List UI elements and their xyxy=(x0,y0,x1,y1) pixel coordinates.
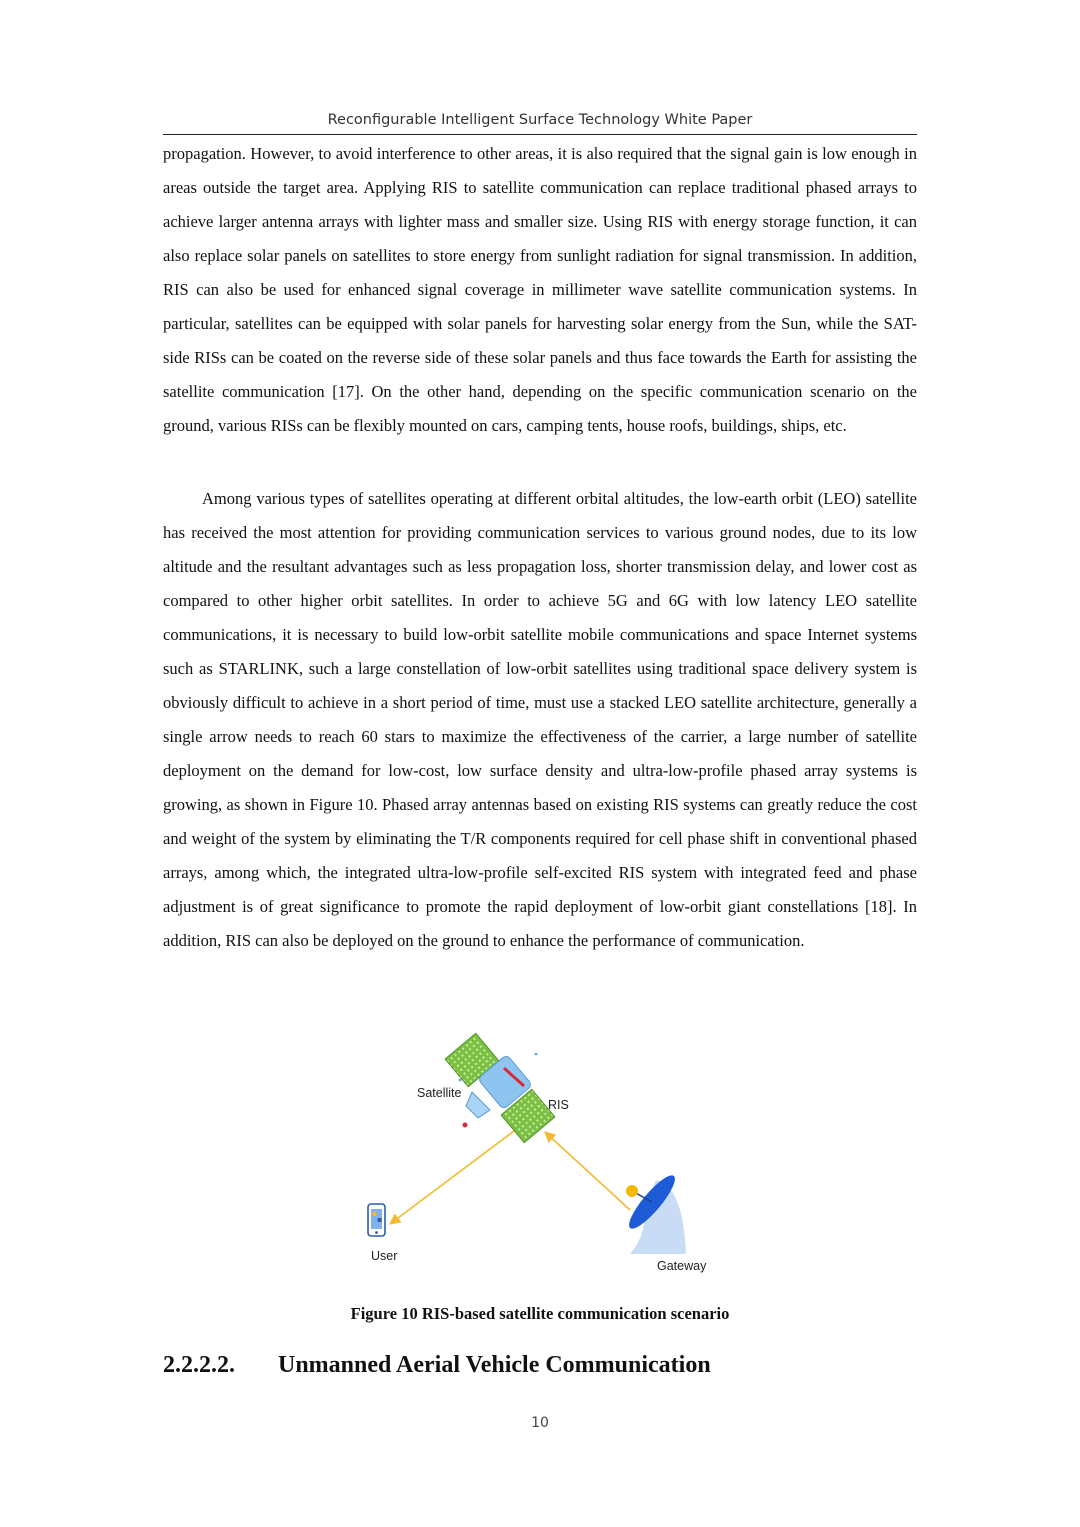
smartphone-icon xyxy=(368,1204,385,1236)
downlink-arrow xyxy=(390,1128,518,1224)
uplink-arrow xyxy=(545,1132,630,1210)
page-number: 10 xyxy=(531,1415,549,1431)
satellite-dish-icon xyxy=(623,1170,686,1254)
section-title: Unmanned Aerial Vehicle Communication xyxy=(278,1352,711,1378)
user-label: User xyxy=(371,1249,398,1263)
satellite-label: Satellite xyxy=(417,1086,462,1100)
gateway-label: Gateway xyxy=(657,1259,707,1273)
section-heading xyxy=(163,1352,917,1379)
body-paragraph-1: propagation. However, to avoid interference to other areas, it is also required that the signal gain is low enough in areas outside the target area. Applying RIS to satellite communication can replace traditional phased arrays to achieve larger antenna arrays with lighter mass and smaller size. Using RIS with energy storage function, it can also replace solar panels on satellites to store energy from sunlight radiation for signal transmission. In addition, RIS can also be used for enhanced signal coverage in millimeter wave satellite communication systems. In particular, satellites can be equipped with solar panels for harvesting solar energy from the Sun, while the SAT-side RISs can be coated on the reverse side of these solar panels and thus face towards the Earth for assisting the satellite communication [17]. On the other hand, depending on the specific communication scenario on the ground, various RISs can be flexibly mounted on cars, camping tents, house roofs, buildings, ships, etc. xyxy=(163,144,917,435)
header-rule xyxy=(163,134,917,135)
ris-label: RIS xyxy=(548,1098,569,1112)
page-header: Reconfigurable Intelligent Surface Technology White Paper xyxy=(327,112,753,128)
section-number: 2.2.2.2. xyxy=(163,1352,235,1378)
body-paragraph-2: Among various types of satellites operating at different orbital altitudes, the low-earth orbit (LEO) satellite has received the most attention for providing communication services to various ground nodes, due to its low altitude and the resultant advantages such as less propagation loss, shorter transmission delay, and lower cost as compared to other higher orbit satellites. In order to achieve 5G and 6G with low latency LEO satellite communications, it is necessary to build low-orbit satellite mobile communications and space Internet systems such as STARLINK, such a large constellation of low-orbit satellites using traditional space delivery system is obviously difficult to achieve in a short period of time, must use a stacked LEO satellite architecture, generally a single arrow needs to reach 60 stars to maximize the effectiveness of the carrier, a large number of satellite deployment on the demand for low-cost, low surface density and ultra-low-profile phased array systems is growing, as shown in Figure 10. Phased array antennas based on existing RIS systems can greatly reduce the cost and weight of the system by eliminating the T/R components required for cell phase shift in conventional phased arrays, among which, the integrated ultra-low-profile self-excited RIS system with integrated feed and phase adjustment is of great significance to promote the rapid deployment of low-orbit giant constellations [18]. In addition, RIS can also be deployed on the ground to enhance the performance of communication. xyxy=(163,489,917,950)
figure-caption: Figure 10 RIS-based satellite communication scenario xyxy=(350,1304,730,1323)
figure-diagram xyxy=(340,1028,740,1288)
figure-ris-satellite-scenario xyxy=(340,1028,740,1288)
